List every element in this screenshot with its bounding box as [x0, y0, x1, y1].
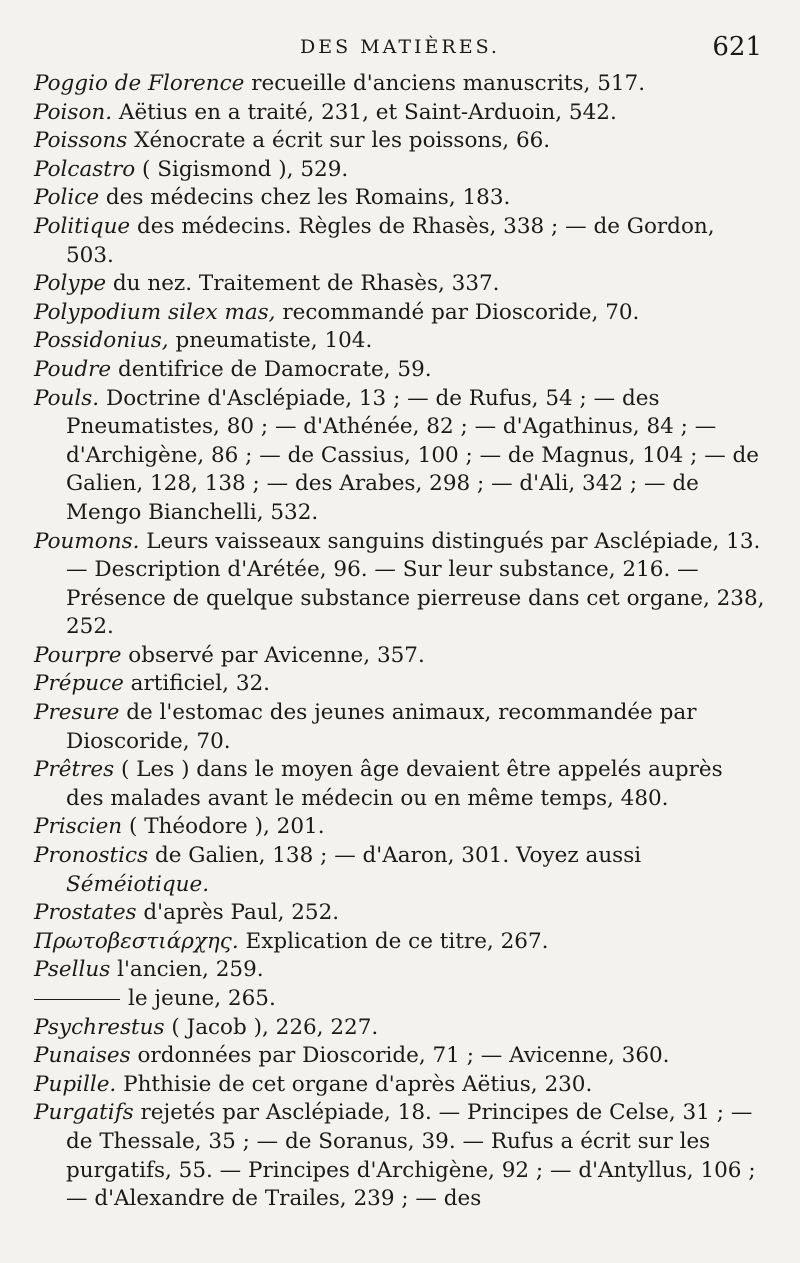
running-head	[34, 30, 766, 70]
entry-text: Aëtius en a traité, 231, et Saint-Arduoin, 542.	[112, 99, 617, 125]
index-entry	[34, 327, 766, 356]
index-entry	[34, 356, 766, 385]
entry-text: observé par Avicenne, 357.	[121, 642, 425, 668]
entry-text: Doctrine d'Asclépiade, 13 ; — de Rufus, 54 ; — des Pneumatistes, 80 ; — d'Athénée, 82 ; — d'Agathinus, 84 ; — d'Archigène, 86 ; — de Cassius, 100 ; — de Magnus, 104 ; — de Galien, 128, 138 ; — des Arabes, 298 ; — d'Ali, 342 ; — de Mengo Bianchelli, 532.	[66, 385, 760, 525]
index-entries	[34, 70, 766, 1214]
entry-text: ( Les ) dans le moyen âge devaient être appelés auprès des malades avant le médecin ou en même temps, 480.	[66, 757, 723, 811]
entry-text: rejetés par Asclépiade, 18. — Principes de Celse, 31 ; — de Thessale, 35 ; — de Soranus, 39. — Rufus a écrit sur les purgatifs, 55. — Principes d'Archigène, 92 ; — d'Antyllus, 106 ; — d'Alexandre de Trailes, 239 ; — des	[66, 1100, 756, 1212]
entry-headword: Πρωτοβεστιάρχης.	[34, 928, 239, 954]
index-entry	[34, 928, 766, 957]
entry-text: dentifrice de Damocrate, 59.	[111, 356, 432, 382]
entry-headword: Poison.	[34, 99, 113, 125]
entry-headword: Prostates	[34, 900, 137, 926]
entry-headword: Pronostics	[34, 843, 149, 869]
entry-cross-reference: Séméiotique.	[66, 871, 210, 897]
entry-text: du nez. Traitement de Rhasès, 337.	[106, 271, 500, 297]
entry-text: ordonnées par Dioscoride, 71 ; — Avicenne, 360.	[130, 1043, 670, 1069]
index-entry	[34, 1071, 766, 1100]
entry-headword: Prépuce	[34, 671, 124, 697]
entry-text: Xénocrate a écrit sur les poissons, 66.	[127, 128, 551, 154]
index-entry	[34, 127, 766, 156]
index-entry	[34, 385, 766, 528]
entry-text: l'ancien, 259.	[110, 957, 264, 983]
entry-text: de Galien, 138 ; — d'Aaron, 301. Voyez aussi	[148, 843, 642, 869]
index-entry	[34, 299, 766, 328]
index-entry	[34, 813, 766, 842]
entry-text: ( Théodore ), 201.	[122, 814, 325, 840]
entry-headword: Politique	[34, 213, 131, 239]
entry-text: artificiel, 32.	[123, 671, 271, 697]
entry-text: des médecins. Règles de Rhasès, 338 ; — de Gordon, 503.	[66, 213, 715, 268]
page-number: 621	[712, 32, 762, 62]
index-entry	[34, 956, 766, 985]
index-entry	[34, 270, 766, 299]
index-entry	[34, 1099, 766, 1213]
entry-headword: Polcastro	[34, 156, 136, 182]
index-entry	[34, 899, 766, 928]
entry-headword: Pouls.	[34, 385, 100, 411]
entry-headword: Poggio de Florence	[34, 71, 245, 96]
index-entry	[34, 842, 766, 899]
index-entry	[34, 1014, 766, 1043]
entry-headword: Punaises	[34, 1043, 131, 1069]
index-entry	[34, 699, 766, 756]
entry-text: ( Jacob ), 226, 227.	[164, 1014, 379, 1040]
entry-headword: Presure	[34, 700, 120, 726]
index-entry	[34, 642, 766, 671]
entry-text: le jeune, 265.	[128, 986, 276, 1011]
index-entry	[34, 184, 766, 213]
entry-text: pneumatiste, 104.	[168, 328, 373, 354]
entry-text: des médecins chez les Romains, 183.	[99, 185, 511, 211]
running-title: DES MATIÈRES.	[300, 36, 500, 58]
entry-headword: Police	[34, 185, 100, 211]
entry-headword: Psellus	[34, 957, 111, 983]
ditto-dash	[34, 999, 120, 1000]
entry-headword: Polype	[34, 271, 107, 297]
index-entry	[34, 99, 766, 128]
entry-headword: Prêtres	[34, 757, 115, 783]
entry-text: d'après Paul, 252.	[136, 900, 340, 926]
entry-headword: Poudre	[34, 356, 112, 382]
entry-headword: Pourpre	[34, 642, 122, 668]
entry-headword: Poissons	[34, 128, 128, 154]
entry-headword: Priscien	[34, 814, 123, 840]
entry-headword: Psychrestus	[34, 1014, 165, 1040]
entry-headword: Purgatifs	[34, 1100, 134, 1126]
entry-text: Leurs vaisseaux sanguins distingués par Asclépiade, 13. — Description d'Arétée, 96. — Sur leur substance, 216. — Présence de quelque substance pierreuse dans cet organe, 238, 252.	[66, 528, 765, 640]
entry-text: de l'estomac des jeunes animaux, recommandée par Dioscoride, 70.	[66, 700, 697, 754]
entry-text: ( Sigismond ), 529.	[135, 156, 349, 182]
entry-headword: Poumons.	[34, 528, 140, 554]
index-entry	[34, 985, 766, 1014]
index-entry	[34, 213, 766, 270]
index-entry	[34, 1042, 766, 1071]
index-entry	[34, 70, 766, 99]
index-entry	[34, 156, 766, 185]
index-entry	[34, 528, 766, 642]
entry-text: recueille d'anciens manuscrits, 517.	[244, 71, 646, 96]
entry-headword: Pupille.	[34, 1071, 117, 1097]
entry-text: Phthisie de cet organe d'après Aëtius, 230.	[116, 1071, 593, 1097]
entry-headword: Possidonius,	[34, 328, 169, 354]
entry-text: recommandé par Dioscoride, 70.	[275, 299, 640, 325]
entry-headword: Polypodium silex mas,	[34, 299, 276, 325]
entry-text: Explication de ce titre, 267.	[238, 928, 549, 954]
index-entry	[34, 756, 766, 813]
index-entry	[34, 670, 766, 699]
